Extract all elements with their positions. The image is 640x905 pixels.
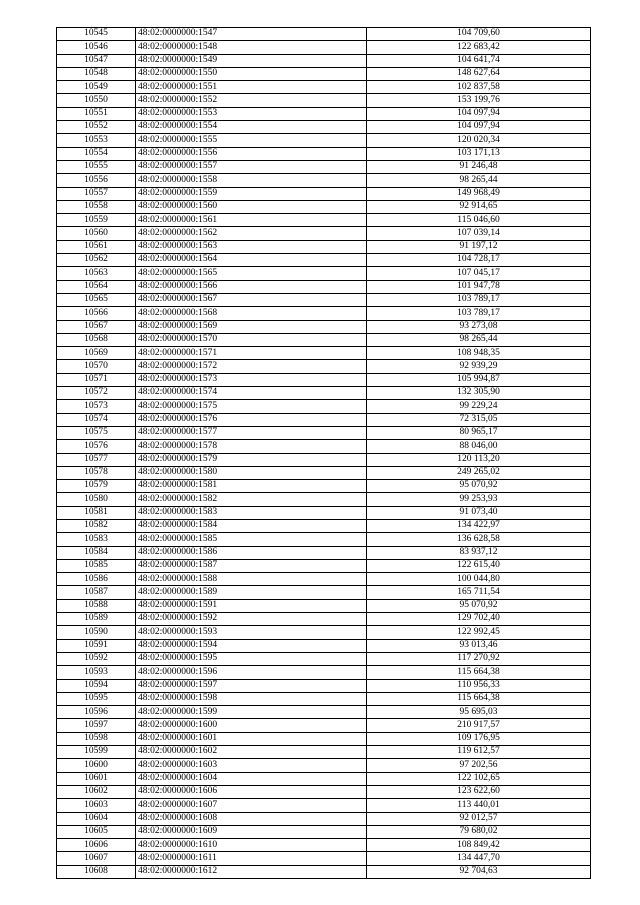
cadastral-number-cell: 48:02:0000000:1608 <box>136 812 367 825</box>
table-row <box>57 799 591 812</box>
table-row <box>57 333 591 346</box>
row-number-cell: 10554 <box>57 147 136 160</box>
cadastral-value-cell: 104 641,74 <box>367 54 591 67</box>
table-row <box>57 626 591 639</box>
cadastral-number-cell: 48:02:0000000:1558 <box>136 174 367 187</box>
row-number-cell: 10606 <box>57 839 136 852</box>
cadastral-value-cell: 132 305,90 <box>367 387 591 400</box>
row-number-cell: 10551 <box>57 107 136 120</box>
cadastral-number-cell: 48:02:0000000:1603 <box>136 759 367 772</box>
row-number-cell: 10558 <box>57 200 136 213</box>
cadastral-value-cell: 117 270,92 <box>367 652 591 665</box>
cadastral-number-cell: 48:02:0000000:1597 <box>136 679 367 692</box>
cadastral-number-cell: 48:02:0000000:1585 <box>136 533 367 546</box>
row-number-cell: 10608 <box>57 865 136 878</box>
cadastral-value-cell: 107 039,14 <box>367 227 591 240</box>
row-number-cell: 10564 <box>57 280 136 293</box>
row-number-cell: 10572 <box>57 387 136 400</box>
table-row <box>57 639 591 652</box>
cadastral-number-cell: 48:02:0000000:1599 <box>136 706 367 719</box>
table-row <box>57 227 591 240</box>
row-number-cell: 10547 <box>57 54 136 67</box>
table-row <box>57 174 591 187</box>
cadastral-number-cell: 48:02:0000000:1572 <box>136 360 367 373</box>
row-number-cell: 10566 <box>57 307 136 320</box>
cadastral-number-cell: 48:02:0000000:1562 <box>136 227 367 240</box>
cadastral-number-cell: 48:02:0000000:1591 <box>136 599 367 612</box>
cadastral-number-cell: 48:02:0000000:1556 <box>136 147 367 160</box>
cadastral-value-cell: 95 070,92 <box>367 599 591 612</box>
row-number-cell: 10589 <box>57 613 136 626</box>
cadastral-value-cell: 88 046,00 <box>367 440 591 453</box>
cadastral-number-cell: 48:02:0000000:1578 <box>136 440 367 453</box>
cadastral-number-cell: 48:02:0000000:1586 <box>136 546 367 559</box>
cadastral-number-cell: 48:02:0000000:1549 <box>136 54 367 67</box>
row-number-cell: 10578 <box>57 466 136 479</box>
cadastral-number-cell: 48:02:0000000:1602 <box>136 746 367 759</box>
table-row <box>57 94 591 107</box>
cadastral-number-cell: 48:02:0000000:1610 <box>136 839 367 852</box>
cadastral-value-cell: 165 711,54 <box>367 586 591 599</box>
cadastral-value-cell: 115 664,38 <box>367 692 591 705</box>
row-number-cell: 10562 <box>57 254 136 267</box>
table-row <box>57 28 591 41</box>
table-row <box>57 839 591 852</box>
row-number-cell: 10561 <box>57 240 136 253</box>
cadastral-number-cell: 48:02:0000000:1577 <box>136 426 367 439</box>
table-row <box>57 320 591 333</box>
row-number-cell: 10563 <box>57 267 136 280</box>
row-number-cell: 10574 <box>57 413 136 426</box>
row-number-cell: 10560 <box>57 227 136 240</box>
table-row <box>57 107 591 120</box>
table-row <box>57 559 591 572</box>
cadastral-number-cell: 48:02:0000000:1553 <box>136 107 367 120</box>
cadastral-number-cell: 48:02:0000000:1594 <box>136 639 367 652</box>
cadastral-number-cell: 48:02:0000000:1555 <box>136 134 367 147</box>
cadastral-value-cell: 115 046,60 <box>367 214 591 227</box>
row-number-cell: 10598 <box>57 732 136 745</box>
cadastral-value-cell: 104 097,94 <box>367 107 591 120</box>
table-row <box>57 41 591 54</box>
table-row <box>57 440 591 453</box>
table-row <box>57 360 591 373</box>
cadastral-value-cell: 122 102,65 <box>367 772 591 785</box>
row-number-cell: 10599 <box>57 746 136 759</box>
table-row <box>57 400 591 413</box>
cadastral-value-cell: 122 683,42 <box>367 41 591 54</box>
cadastral-value-cell: 101 947,78 <box>367 280 591 293</box>
cadastral-value-cell: 83 937,12 <box>367 546 591 559</box>
row-number-cell: 10573 <box>57 400 136 413</box>
cadastral-number-cell: 48:02:0000000:1574 <box>136 387 367 400</box>
cadastral-number-cell: 48:02:0000000:1576 <box>136 413 367 426</box>
table-row <box>57 719 591 732</box>
cadastral-number-cell: 48:02:0000000:1609 <box>136 825 367 838</box>
cadastral-number-cell: 48:02:0000000:1579 <box>136 453 367 466</box>
cadastral-number-cell: 48:02:0000000:1561 <box>136 214 367 227</box>
cadastral-value-cell: 149 968,49 <box>367 187 591 200</box>
row-number-cell: 10603 <box>57 799 136 812</box>
cadastral-number-cell: 48:02:0000000:1595 <box>136 652 367 665</box>
cadastral-number-cell: 48:02:0000000:1568 <box>136 307 367 320</box>
table-row <box>57 732 591 745</box>
table-row <box>57 586 591 599</box>
cadastral-number-cell: 48:02:0000000:1593 <box>136 626 367 639</box>
row-number-cell: 10548 <box>57 67 136 80</box>
row-number-cell: 10593 <box>57 666 136 679</box>
cadastral-number-cell: 48:02:0000000:1564 <box>136 254 367 267</box>
table-row <box>57 121 591 134</box>
table-row <box>57 466 591 479</box>
cadastral-value-cell: 210 917,57 <box>367 719 591 732</box>
cadastral-number-cell: 48:02:0000000:1606 <box>136 785 367 798</box>
cadastral-number-cell: 48:02:0000000:1582 <box>136 493 367 506</box>
row-number-cell: 10553 <box>57 134 136 147</box>
table-row <box>57 280 591 293</box>
row-number-cell: 10602 <box>57 785 136 798</box>
cadastral-number-cell: 48:02:0000000:1559 <box>136 187 367 200</box>
cadastral-number-cell: 48:02:0000000:1589 <box>136 586 367 599</box>
cadastral-value-cell: 249 265,02 <box>367 466 591 479</box>
cadastral-number-cell: 48:02:0000000:1607 <box>136 799 367 812</box>
cadastral-value-cell: 97 202,56 <box>367 759 591 772</box>
cadastral-value-cell: 153 199,76 <box>367 94 591 107</box>
table-row <box>57 254 591 267</box>
cadastral-value-cell: 134 422,97 <box>367 519 591 532</box>
cadastral-value-cell: 98 265,44 <box>367 333 591 346</box>
cadastral-value-cell: 104 709,60 <box>367 28 591 41</box>
cadastral-number-cell: 48:02:0000000:1550 <box>136 67 367 80</box>
cadastral-value-cell: 92 939,29 <box>367 360 591 373</box>
table-row <box>57 652 591 665</box>
cadastral-value-cell: 123 622,60 <box>367 785 591 798</box>
table-row <box>57 134 591 147</box>
cadastral-value-cell: 136 628,58 <box>367 533 591 546</box>
table-row <box>57 599 591 612</box>
row-number-cell: 10545 <box>57 28 136 41</box>
row-number-cell: 10567 <box>57 320 136 333</box>
row-number-cell: 10579 <box>57 480 136 493</box>
cadastral-number-cell: 48:02:0000000:1573 <box>136 373 367 386</box>
cadastral-number-cell: 48:02:0000000:1552 <box>136 94 367 107</box>
row-number-cell: 10592 <box>57 652 136 665</box>
cadastral-value-cell: 98 265,44 <box>367 174 591 187</box>
row-number-cell: 10600 <box>57 759 136 772</box>
cadastral-value-cell: 108 849,42 <box>367 839 591 852</box>
table-row <box>57 387 591 400</box>
table-row <box>57 81 591 94</box>
cadastral-value-cell: 92 914,65 <box>367 200 591 213</box>
cadastral-value-cell: 122 992,45 <box>367 626 591 639</box>
row-number-cell: 10569 <box>57 347 136 360</box>
row-number-cell: 10550 <box>57 94 136 107</box>
cadastral-value-cell: 110 956,33 <box>367 679 591 692</box>
cadastral-value-cell: 93 013,46 <box>367 639 591 652</box>
cadastral-value-cell: 80 965,17 <box>367 426 591 439</box>
table-row <box>57 240 591 253</box>
cadastral-number-cell: 48:02:0000000:1560 <box>136 200 367 213</box>
cadastral-value-cell: 95 695,03 <box>367 706 591 719</box>
table-row <box>57 692 591 705</box>
cadastral-number-cell: 48:02:0000000:1592 <box>136 613 367 626</box>
cadastral-value-cell: 103 171,13 <box>367 147 591 160</box>
row-number-cell: 10557 <box>57 187 136 200</box>
row-number-cell: 10555 <box>57 160 136 173</box>
row-number-cell: 10590 <box>57 626 136 639</box>
cadastral-number-cell: 48:02:0000000:1569 <box>136 320 367 333</box>
table-row <box>57 426 591 439</box>
row-number-cell: 10546 <box>57 41 136 54</box>
table-row <box>57 347 591 360</box>
cadastral-number-cell: 48:02:0000000:1551 <box>136 81 367 94</box>
row-number-cell: 10601 <box>57 772 136 785</box>
cadastral-value-cell: 91 246,48 <box>367 160 591 173</box>
table-row <box>57 613 591 626</box>
row-number-cell: 10586 <box>57 573 136 586</box>
table-row <box>57 785 591 798</box>
cadastral-value-cell: 115 664,38 <box>367 666 591 679</box>
table-row <box>57 187 591 200</box>
row-number-cell: 10581 <box>57 506 136 519</box>
cadastral-value-cell: 120 020,34 <box>367 134 591 147</box>
row-number-cell: 10575 <box>57 426 136 439</box>
cadastral-value-cell: 92 012,57 <box>367 812 591 825</box>
cadastral-value-cell: 107 045,17 <box>367 267 591 280</box>
table-body <box>57 28 591 879</box>
cadastral-value-cell: 148 627,64 <box>367 67 591 80</box>
cadastral-value-cell: 104 728,17 <box>367 254 591 267</box>
cadastral-number-cell: 48:02:0000000:1580 <box>136 466 367 479</box>
table-row <box>57 160 591 173</box>
row-number-cell: 10580 <box>57 493 136 506</box>
cadastral-number-cell: 48:02:0000000:1557 <box>136 160 367 173</box>
row-number-cell: 10570 <box>57 360 136 373</box>
cadastral-number-cell: 48:02:0000000:1548 <box>136 41 367 54</box>
table-row <box>57 506 591 519</box>
cadastral-number-cell: 48:02:0000000:1554 <box>136 121 367 134</box>
row-number-cell: 10584 <box>57 546 136 559</box>
cadastral-value-cell: 79 680,02 <box>367 825 591 838</box>
table-row <box>57 746 591 759</box>
table-row <box>57 147 591 160</box>
cadastral-value-cell: 134 447,70 <box>367 852 591 865</box>
row-number-cell: 10588 <box>57 599 136 612</box>
row-number-cell: 10597 <box>57 719 136 732</box>
cadastral-value-cell: 104 097,94 <box>367 121 591 134</box>
table-row <box>57 812 591 825</box>
cadastral-value-cell: 122 615,40 <box>367 559 591 572</box>
row-number-cell: 10552 <box>57 121 136 134</box>
table-row <box>57 546 591 559</box>
row-number-cell: 10565 <box>57 293 136 306</box>
cadastral-value-cell: 100 044,80 <box>367 573 591 586</box>
row-number-cell: 10568 <box>57 333 136 346</box>
cadastral-number-cell: 48:02:0000000:1598 <box>136 692 367 705</box>
cadastral-number-cell: 48:02:0000000:1547 <box>136 28 367 41</box>
row-number-cell: 10577 <box>57 453 136 466</box>
row-number-cell: 10596 <box>57 706 136 719</box>
row-number-cell: 10594 <box>57 679 136 692</box>
row-number-cell: 10559 <box>57 214 136 227</box>
cadastral-value-cell: 99 253,93 <box>367 493 591 506</box>
table-row <box>57 852 591 865</box>
table-row <box>57 54 591 67</box>
cadastral-value-cell: 103 789,17 <box>367 307 591 320</box>
row-number-cell: 10591 <box>57 639 136 652</box>
cadastral-number-cell: 48:02:0000000:1601 <box>136 732 367 745</box>
row-number-cell: 10571 <box>57 373 136 386</box>
cadastral-number-cell: 48:02:0000000:1611 <box>136 852 367 865</box>
cadastral-value-cell: 108 948,35 <box>367 347 591 360</box>
cadastral-value-cell: 92 704,63 <box>367 865 591 878</box>
cadastral-value-cell: 103 789,17 <box>367 293 591 306</box>
table-row <box>57 214 591 227</box>
table-row <box>57 533 591 546</box>
table-row <box>57 519 591 532</box>
cadastral-value-cell: 95 070,92 <box>367 480 591 493</box>
cadastral-number-cell: 48:02:0000000:1563 <box>136 240 367 253</box>
cadastral-number-cell: 48:02:0000000:1571 <box>136 347 367 360</box>
cadastral-value-table <box>56 27 591 879</box>
row-number-cell: 10595 <box>57 692 136 705</box>
table-row <box>57 307 591 320</box>
cadastral-value-cell: 109 176,95 <box>367 732 591 745</box>
row-number-cell: 10585 <box>57 559 136 572</box>
cadastral-number-cell: 48:02:0000000:1600 <box>136 719 367 732</box>
row-number-cell: 10556 <box>57 174 136 187</box>
table-row <box>57 200 591 213</box>
cadastral-value-cell: 93 273,08 <box>367 320 591 333</box>
row-number-cell: 10604 <box>57 812 136 825</box>
cadastral-number-cell: 48:02:0000000:1567 <box>136 293 367 306</box>
cadastral-number-cell: 48:02:0000000:1584 <box>136 519 367 532</box>
cadastral-value-cell: 113 440,01 <box>367 799 591 812</box>
table-row <box>57 453 591 466</box>
cadastral-number-cell: 48:02:0000000:1588 <box>136 573 367 586</box>
table-row <box>57 480 591 493</box>
cadastral-value-cell: 72 315,05 <box>367 413 591 426</box>
cadastral-number-cell: 48:02:0000000:1581 <box>136 480 367 493</box>
cadastral-number-cell: 48:02:0000000:1575 <box>136 400 367 413</box>
table-row <box>57 679 591 692</box>
cadastral-value-cell: 119 612,57 <box>367 746 591 759</box>
cadastral-value-cell: 91 197,12 <box>367 240 591 253</box>
row-number-cell: 10549 <box>57 81 136 94</box>
table-row <box>57 666 591 679</box>
cadastral-value-cell: 99 229,24 <box>367 400 591 413</box>
table-row <box>57 759 591 772</box>
table-row <box>57 772 591 785</box>
table-row <box>57 267 591 280</box>
table-row <box>57 413 591 426</box>
table-row <box>57 706 591 719</box>
cadastral-number-cell: 48:02:0000000:1565 <box>136 267 367 280</box>
cadastral-value-cell: 91 073,40 <box>367 506 591 519</box>
table-row <box>57 493 591 506</box>
table-row <box>57 825 591 838</box>
table-row <box>57 573 591 586</box>
row-number-cell: 10587 <box>57 586 136 599</box>
cadastral-number-cell: 48:02:0000000:1612 <box>136 865 367 878</box>
row-number-cell: 10583 <box>57 533 136 546</box>
cadastral-number-cell: 48:02:0000000:1570 <box>136 333 367 346</box>
cadastral-value-cell: 102 837,58 <box>367 81 591 94</box>
table-row <box>57 67 591 80</box>
table-row <box>57 865 591 878</box>
row-number-cell: 10607 <box>57 852 136 865</box>
cadastral-value-cell: 120 113,20 <box>367 453 591 466</box>
row-number-cell: 10576 <box>57 440 136 453</box>
cadastral-value-cell: 129 702,40 <box>367 613 591 626</box>
table-row <box>57 373 591 386</box>
row-number-cell: 10605 <box>57 825 136 838</box>
cadastral-value-cell: 105 994,87 <box>367 373 591 386</box>
cadastral-number-cell: 48:02:0000000:1583 <box>136 506 367 519</box>
table-row <box>57 293 591 306</box>
cadastral-number-cell: 48:02:0000000:1587 <box>136 559 367 572</box>
cadastral-number-cell: 48:02:0000000:1566 <box>136 280 367 293</box>
cadastral-number-cell: 48:02:0000000:1604 <box>136 772 367 785</box>
row-number-cell: 10582 <box>57 519 136 532</box>
cadastral-number-cell: 48:02:0000000:1596 <box>136 666 367 679</box>
